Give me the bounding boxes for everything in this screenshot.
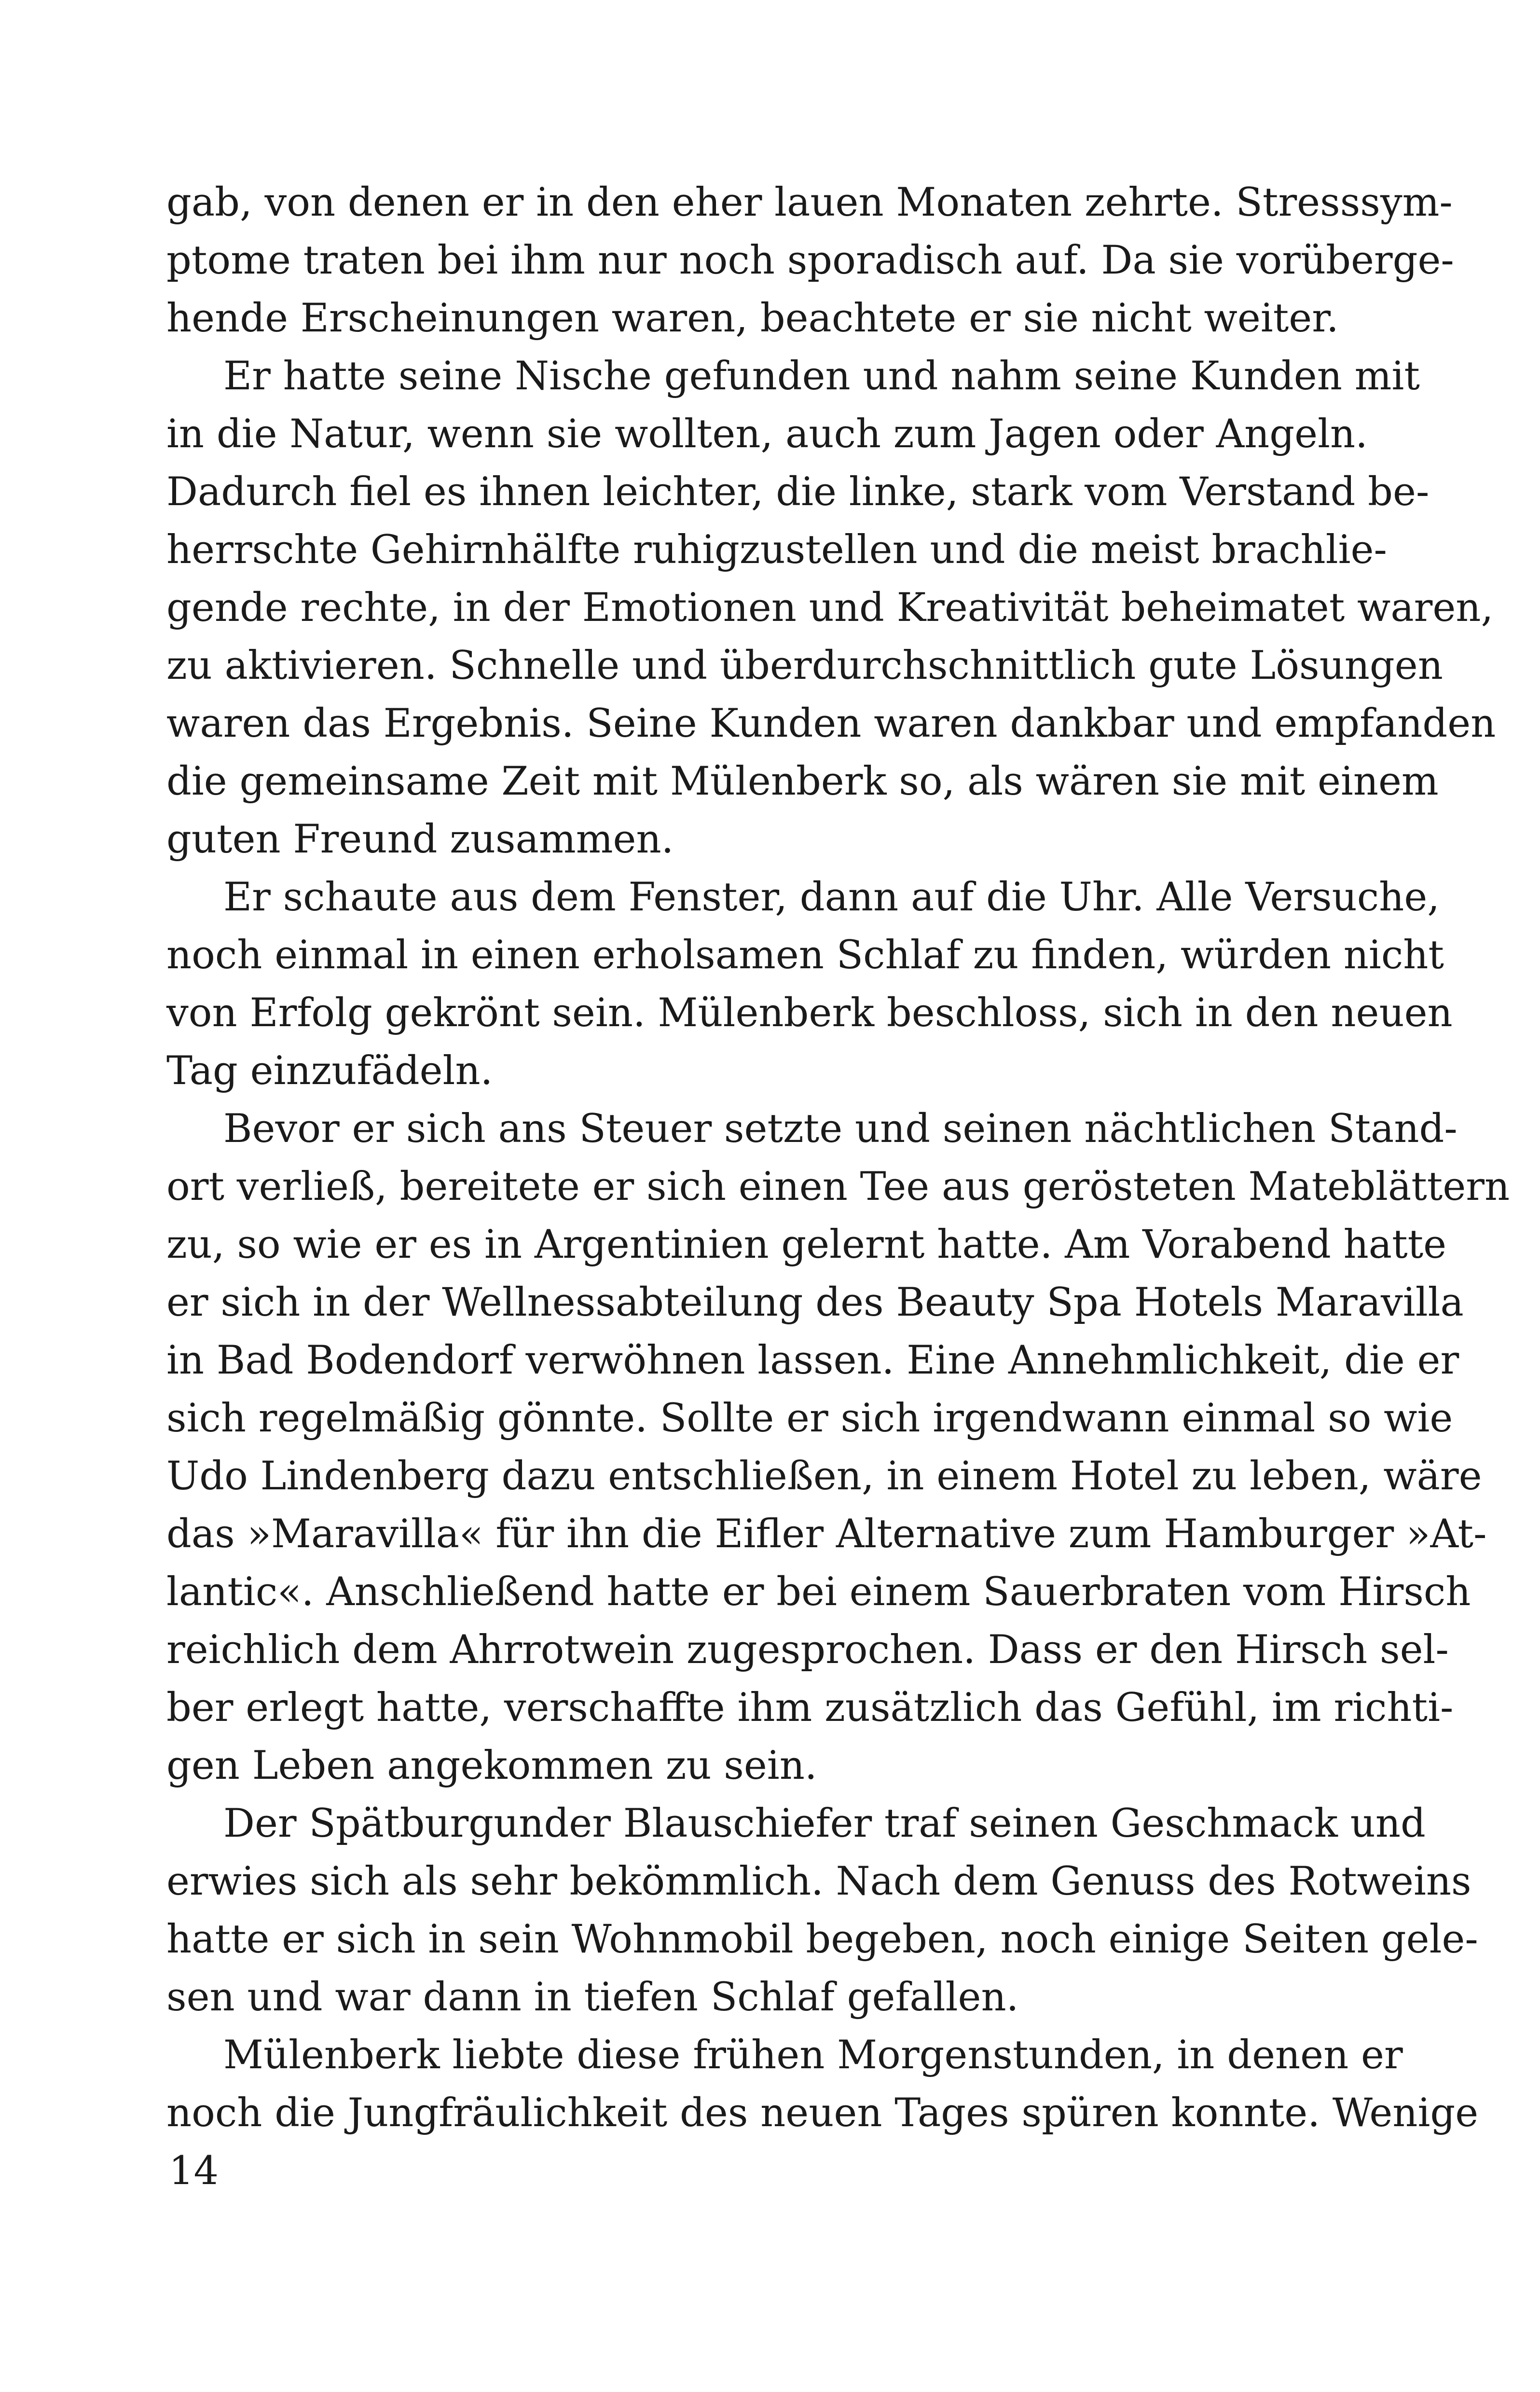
text-line: hende Erscheinungen waren, beachtete er sie nicht weiter. [166, 296, 1339, 341]
text-line: herrschte Gehirnhälfte ruhigzustellen und die meist brachlie- [166, 527, 1387, 573]
text-line: Tag einzufädeln. [166, 1048, 493, 1094]
paragraph [166, 2026, 1479, 2142]
text-line: sen und war dann in tiefen Schlaf gefallen. [166, 1975, 1019, 2020]
paragraph [166, 347, 1496, 868]
text-line: er sich in der Wellnessabteilung des Beauty Spa Hotels Maravilla [166, 1280, 1464, 1325]
text-line: Dadurch fiel es ihnen leichter, die linke, stark vom Verstand be- [166, 469, 1430, 515]
text-line: zu aktivieren. Schnelle und überdurchschnittlich gute Lösungen [166, 643, 1443, 688]
text-line: erwies sich als sehr bekömmlich. Nach dem Genuss des Rotweins [166, 1859, 1471, 1904]
book-page-body [166, 174, 1510, 2142]
paragraph [166, 868, 1453, 1100]
text-line: ort verließ, bereitete er sich einen Tee aus gerösteten Mateblättern [166, 1164, 1510, 1210]
text-line: von Erfolg gekrönt sein. Mülenberk beschloss, sich in den neuen [166, 990, 1453, 1036]
text-line: ptome traten bei ihm nur noch sporadisch auf. Da sie vorüberge- [166, 238, 1454, 283]
text-line: gen Leben angekommen zu sein. [166, 1743, 817, 1788]
text-line: das »Maravilla« für ihn die Eifler Alternative zum Hamburger »At- [166, 1512, 1487, 1557]
text-line: zu, so wie er es in Argentinien gelernt hatte. Am Vorabend hatte [166, 1222, 1447, 1267]
text-line: die gemeinsame Zeit mit Mülenberk so, als wären sie mit einem [166, 759, 1439, 804]
text-line: sich regelmäßig gönnte. Sollte er sich irgendwann einmal so wie [166, 1396, 1453, 1441]
text-line: lantic«. Anschließend hatte er bei einem Sauerbraten vom Hirsch [166, 1569, 1471, 1615]
text-line: gende rechte, in der Emotionen und Kreativität beheimatet waren, [166, 585, 1494, 631]
paragraph [166, 1795, 1478, 2026]
text-line: in Bad Bodendorf verwöhnen lassen. Eine Annehmlichkeit, die er [166, 1338, 1459, 1383]
text-line: guten Freund zusammen. [166, 817, 674, 862]
text-line: Er schaute aus dem Fenster, dann auf die Uhr. Alle Versuche, [223, 875, 1440, 920]
paragraph [166, 1100, 1510, 1795]
text-line: gab, von denen er in den eher lauen Monaten zehrte. Stresssym- [166, 180, 1453, 225]
text-line: Udo Lindenberg dazu entschließen, in einem Hotel zu leben, wäre [166, 1454, 1482, 1499]
text-line: Der Spätburgunder Blauschiefer traf seinen Geschmack und [223, 1801, 1426, 1846]
text-line: noch die Jungfräulichkeit des neuen Tages spüren konnte. Wenige [166, 2090, 1479, 2136]
text-line: waren das Ergebnis. Seine Kunden waren dankbar und empfanden [166, 701, 1496, 746]
text-line: hatte er sich in sein Wohnmobil begeben, noch einige Seiten gele- [166, 1917, 1478, 1962]
text-line: ber erlegt hatte, verschaffte ihm zusätzlich das Gefühl, im richti- [166, 1685, 1454, 1731]
text-line: reichlich dem Ahrrotwein zugesprochen. Dass er den Hirsch sel- [166, 1627, 1449, 1673]
text-line: Er hatte seine Nische gefunden und nahm seine Kunden mit [223, 354, 1420, 399]
text-line: Bevor er sich ans Steuer setzte und seinen nächtlichen Stand- [223, 1106, 1458, 1152]
text-line: noch einmal in einen erholsamen Schlaf zu finden, würden nicht [166, 933, 1444, 978]
page-number: 14 [169, 2148, 219, 2194]
text-line: Mülenberk liebte diese frühen Morgenstunden, in denen er [223, 2033, 1403, 2078]
paragraph [166, 174, 1454, 347]
text-line: in die Natur, wenn sie wollten, auch zum Jagen oder Angeln. [166, 412, 1368, 457]
